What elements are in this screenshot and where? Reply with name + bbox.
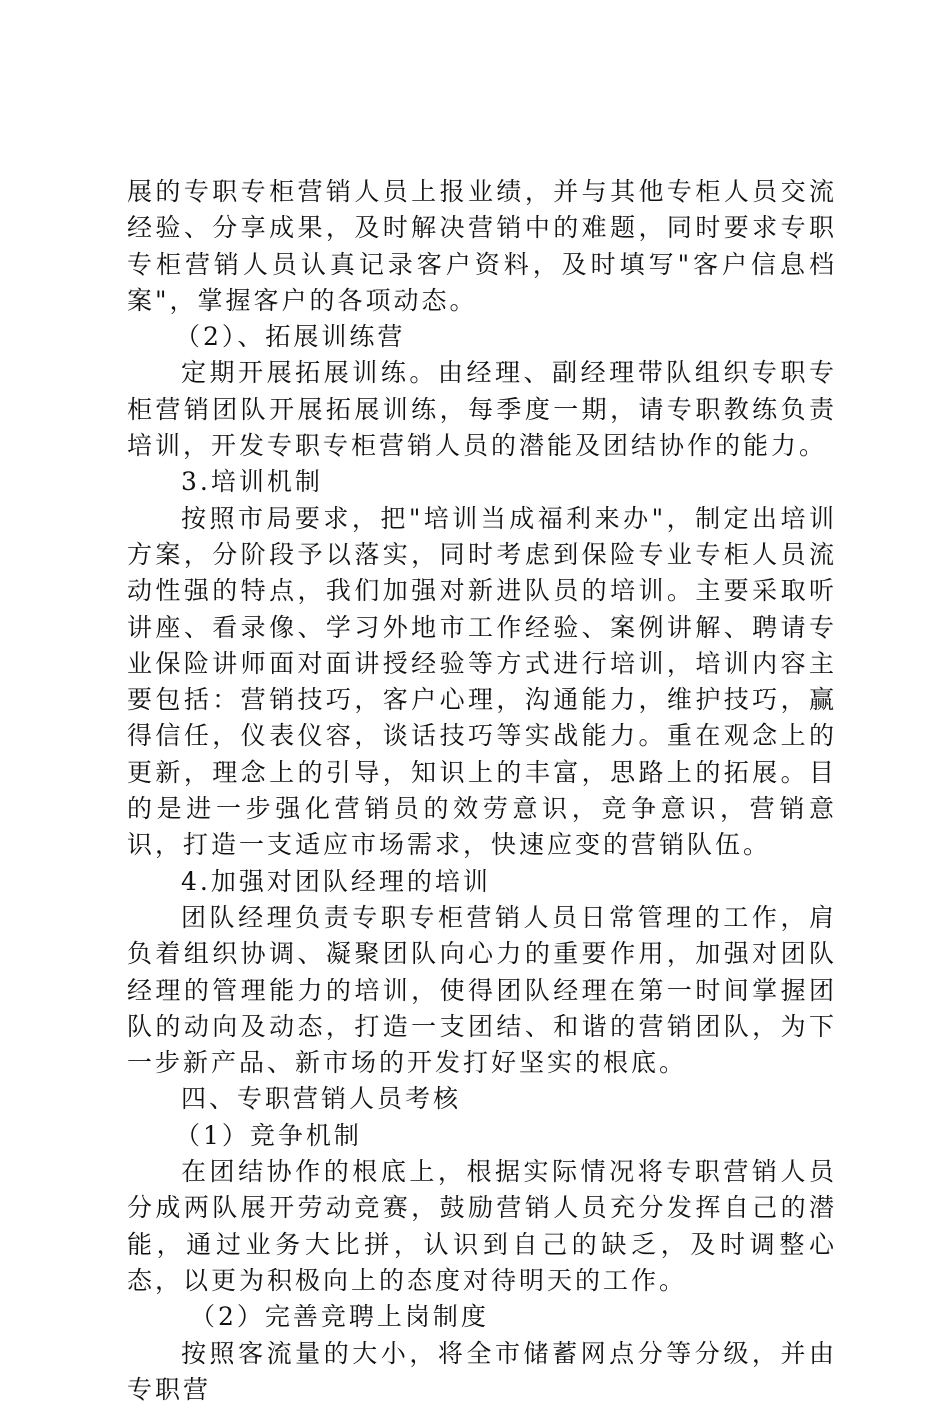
section-heading-job-competition: （2）完善竞聘上岗制度 <box>127 1299 837 1335</box>
paragraph-manager-training: 团队经理负责专职专柜营销人员日常管理的工作，肩负着组织协调、凝聚团队向心力的重要作用，加强对团队经理的管理能力的培训，使得团队经理在第一时间掌握团队的动向及动态，打造一支团结、和谐的营销团队，为下一步新产品、新市场的开发打好坚实的根底。 <box>127 900 837 1081</box>
section-heading-competition: （1）竞争机制 <box>127 1118 837 1154</box>
document-page <box>127 174 837 1408</box>
section-heading-assessment: 四、专职营销人员考核 <box>127 1081 837 1117</box>
paragraph-expansion-training: 定期开展拓展训练。由经理、副经理带队组织专职专柜营销团队开展拓展训练，每季度一期，请专职教练负责培训，开发专职专柜营销人员的潜能及团结协作的能力。 <box>127 355 837 464</box>
paragraph-continuation: 展的专职专柜营销人员上报业绩，并与其他专柜人员交流经验、分享成果，及时解决营销中的难题，同时要求专职专柜营销人员认真记录客户资料，及时填写"客户信息档案"，掌握客户的各项动态。 <box>127 174 837 319</box>
paragraph-job-competition: 按照客流量的大小，将全市储蓄网点分等分级，并由专职营 <box>127 1336 837 1408</box>
paragraph-training-mechanism: 按照市局要求，把"培训当成福利来办"，制定出培训方案，分阶段予以落实，同时考虑到保险专业专柜人员流动性强的特点，我们加强对新进队员的培训。主要采取听讲座、看录像、学习外地市工作经验、案例讲解、聘请专业保险讲师面对面讲授经验等方式进行培训，培训内容主要包括：营销技巧，客户心理，沟通能力，维护技巧，赢得信任，仪表仪容，谈话技巧等实战能力。重在观念上的更新，理念上的引导，知识上的丰富，思路上的拓展。目的是进一步强化营销员的效劳意识，竞争意识，营销意识，打造一支适应市场需求，快速应变的营销队伍。 <box>127 501 837 864</box>
section-heading-manager-training: 4.加强对团队经理的培训 <box>127 864 837 900</box>
section-heading-expansion-camp: （2）、拓展训练营 <box>127 319 837 355</box>
section-heading-training-mechanism: 3.培训机制 <box>127 464 837 500</box>
paragraph-competition: 在团结协作的根底上，根据实际情况将专职营销人员分成两队展开劳动竞赛，鼓励营销人员充分发挥自己的潜能，通过业务大比拼，认识到自己的缺乏，及时调整心态，以更为积极向上的态度对待明天的工作。 <box>127 1154 837 1299</box>
